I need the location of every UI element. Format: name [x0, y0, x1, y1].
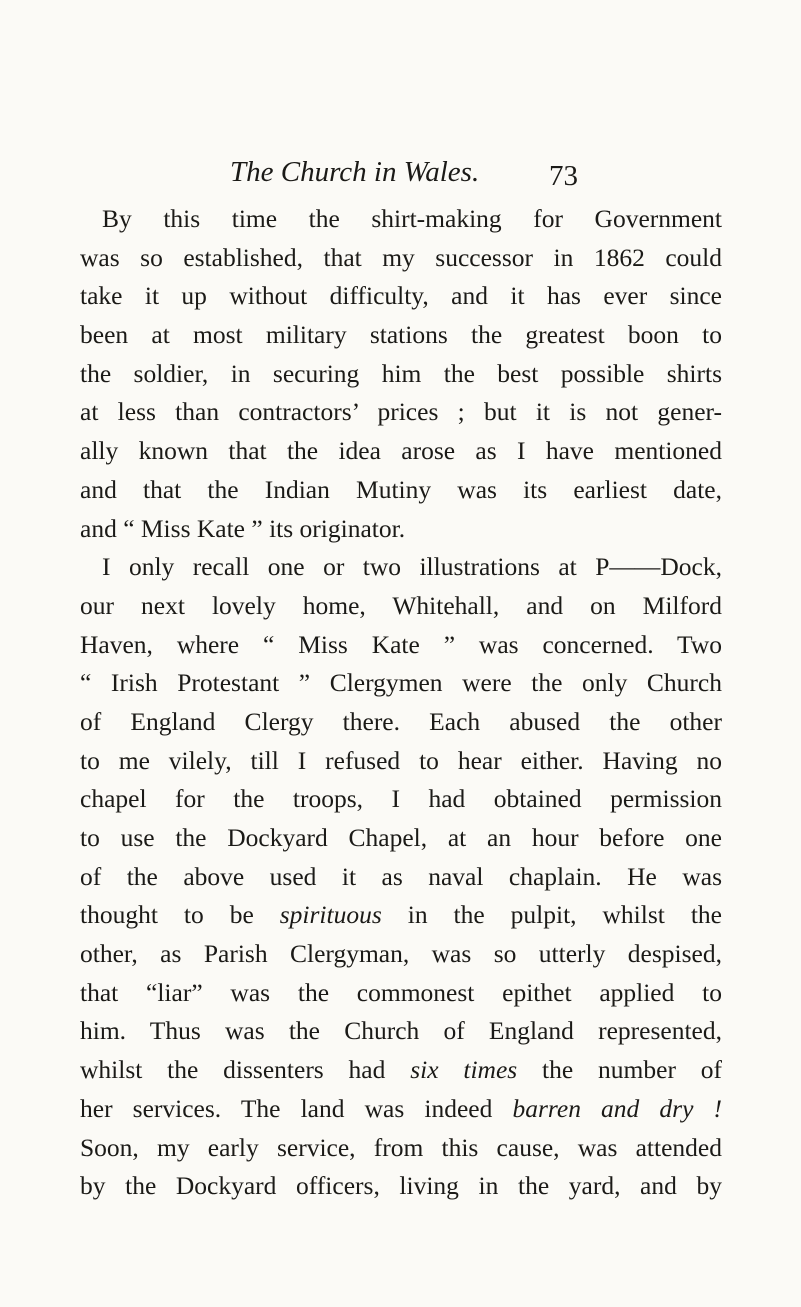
emphasis-text: spirituous [279, 900, 382, 930]
text-line: to me vilely, till I refused to hear either. Having no [80, 745, 722, 775]
text-fragment: thought to be [80, 900, 280, 930]
text-line: I only recall one or two illustrations at P——Dock, [102, 552, 722, 582]
text-line: him. Thus was the Church of England represented, [80, 1016, 722, 1046]
running-title: The Church in Wales. [230, 156, 480, 188]
page-header [230, 152, 578, 196]
text-line: was so established, that my successor in 1862 could [80, 242, 722, 272]
text-line: to use the Dockyard Chapel, at an hour before one [80, 823, 722, 852]
text-line: at less than contractors’ prices ; but it is not gener- [80, 397, 722, 427]
text-line: and that the Indian Mutiny was its earliest date, [80, 474, 722, 504]
text-line: ally known that the idea arose as I have mentioned [80, 436, 722, 466]
text-line: by the Dockyard officers, living in the yard, and by [80, 1171, 722, 1201]
text-line: the soldier, in securing him the best possible shirts [80, 358, 722, 388]
text-fragment: in the pulpit, whilst the [381, 900, 722, 930]
text-fragment: whilst the dissenters had [80, 1055, 411, 1085]
text-line [80, 896, 722, 935]
text-line [80, 1090, 722, 1129]
text-line: our next lovely home, Whitehall, and on Milford [80, 590, 722, 620]
body-text [80, 200, 722, 1206]
text-line: take it up without difficulty, and it has ever since [80, 281, 722, 311]
text-line [80, 1051, 722, 1090]
text-line: Haven, where “ Miss Kate ” was concerned. Two [80, 629, 722, 659]
text-fragment: her services. The land was indeed [80, 1093, 513, 1123]
text-line: By this time the shirt-making for Government [102, 204, 722, 233]
text-line: been at most military stations the greatest boon to [80, 320, 722, 350]
text-line: of the above used it as naval chaplain. He was [80, 861, 722, 891]
text-line: other, as Parish Clergyman, was so utterly despised, [80, 939, 722, 969]
text-line: chapel for the troops, I had obtained permission [80, 784, 722, 814]
text-fragment: the number of [517, 1055, 723, 1085]
text-line: and “ Miss Kate ” its originator. [80, 513, 406, 543]
page-number: 73 [549, 160, 578, 192]
text-line: that “liar” was the commonest epithet applied to [80, 977, 722, 1007]
text-line: “ Irish Protestant ” Clergymen were the only Church [80, 668, 722, 698]
text-line: Soon, my early service, from this cause, was attended [80, 1132, 722, 1162]
emphasis-text: barren and dry ! [512, 1093, 723, 1123]
text-line: of England Clergy there. Each abused the other [80, 706, 722, 736]
emphasis-text: six times [410, 1055, 518, 1085]
